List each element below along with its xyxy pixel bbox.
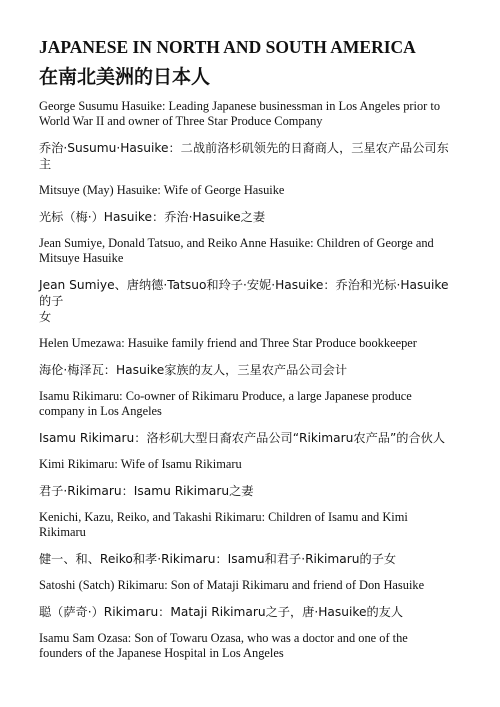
document-title-english: JAPANESE IN NORTH AND SOUTH AMERICA (39, 37, 416, 57)
list-item (39, 510, 459, 567)
document-page (39, 36, 459, 672)
entry-chinese: 海伦·梅泽瓦：Hasuike家族的友人，三星农产品公司会计 (39, 363, 348, 377)
list-item (39, 183, 459, 225)
list-item (39, 236, 459, 325)
entry-english: George Susumu Hasuike: Leading Japanese businessman in Los Angeles prior to World War II and owner of Three Star Produce Company (39, 99, 441, 128)
list-item (39, 457, 459, 499)
entry-english: Satoshi (Satch) Rikimaru: Son of Mataji Rikimaru and friend of Don Hasuike (39, 578, 425, 592)
entry-chinese: Jean Sumiye、唐纳德·Tatsuo和玲子·安妮·Hasuike：乔治和光标·Hasuike的子 女 (39, 278, 449, 324)
entry-english: Isamu Sam Ozasa: Son of Towaru Ozasa, who was a doctor and one of the founders of the Japanese Hospital in Los Angeles (39, 631, 408, 660)
entry-chinese: 乔治·Susumu·Hasuike：二战前洛杉矶领先的日裔商人，三星农产品公司东主 (39, 141, 449, 171)
entry-english: Helen Umezawa: Hasuike family friend and Three Star Produce bookkeeper (39, 336, 417, 350)
entry-chinese: 聪（萨奇·）Rikimaru：Mataji Rikimaru之子，唐·Hasuike的友人 (39, 605, 404, 619)
list-item (39, 99, 459, 172)
list-item (39, 578, 459, 620)
entry-english: Jean Sumiye, Donald Tatsuo, and Reiko Anne Hasuike: Children of George and Mitsuye Hasuike (39, 236, 434, 265)
list-item (39, 631, 459, 661)
entry-english: Kenichi, Kazu, Reiko, and Takashi Rikimaru: Children of Isamu and Kimi Rikimaru (39, 510, 408, 539)
list-item (39, 389, 459, 446)
list-item (39, 336, 459, 378)
entry-chinese: 君子·Rikimaru：Isamu Rikimaru之妻 (39, 484, 254, 498)
entry-english: Mitsuye (May) Hasuike: Wife of George Hasuike (39, 183, 285, 197)
entry-chinese: 光标（梅·）Hasuike：乔治·Hasuike之妻 (39, 210, 266, 224)
character-list (39, 99, 459, 661)
entry-chinese: 健一、和、Reiko和孝·Rikimaru：Isamu和君子·Rikimaru的子女 (39, 552, 397, 566)
entry-english: Kimi Rikimaru: Wife of Isamu Rikimaru (39, 457, 242, 471)
document-title-chinese: 在南北美洲的日本人 (39, 66, 211, 88)
entry-english: Isamu Rikimaru: Co-owner of Rikimaru Produce, a large Japanese produce company in Los Angeles (39, 389, 412, 418)
entry-chinese: Isamu Rikimaru：洛杉矶大型日裔农产品公司“Rikimaru农产品”的合伙人 (39, 431, 446, 445)
